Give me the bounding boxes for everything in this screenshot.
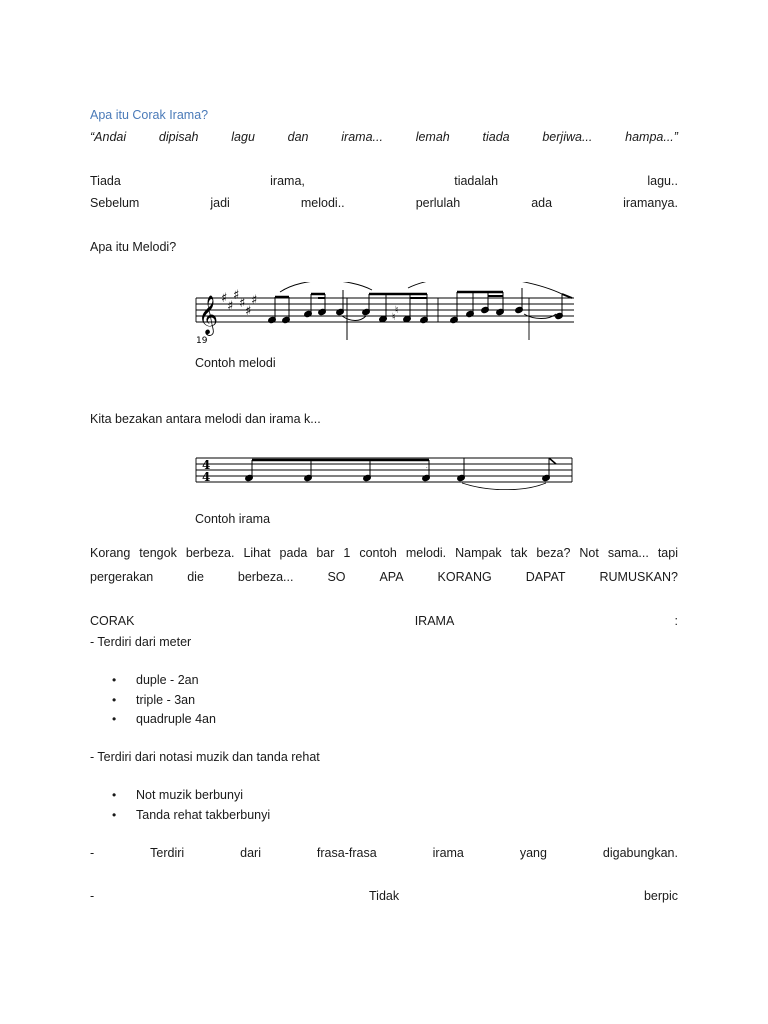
- rhythm-caption: Contoh irama: [195, 512, 271, 526]
- word: perlulah: [415, 196, 461, 210]
- word: Not: [579, 546, 599, 560]
- word: jadi: [210, 196, 230, 210]
- list-item: • Not muzik berbunyi: [90, 786, 270, 806]
- quote-word: berjiwa...: [542, 130, 593, 144]
- heading-corak-irama: Apa itu Corak Irama?: [90, 108, 209, 122]
- word: tiadalah: [454, 174, 499, 188]
- word: sama...: [607, 546, 649, 560]
- word: yang: [519, 846, 547, 860]
- word: Tiada: [90, 174, 121, 188]
- measure-number: 19: [196, 336, 208, 346]
- notasi-list: [90, 786, 270, 825]
- svg-text:♯: ♯: [239, 296, 246, 311]
- word: pergerakan: [90, 570, 154, 584]
- svg-text:♯: ♯: [221, 291, 228, 306]
- word: digabungkan.: [602, 846, 678, 860]
- word: -: [90, 846, 95, 860]
- heading-apa-itu-melodi: Apa itu Melodi?: [90, 240, 177, 254]
- word: contoh: [359, 546, 397, 560]
- word: dari: [240, 846, 261, 860]
- word: melodi..: [300, 196, 345, 210]
- svg-text:4: 4: [202, 470, 211, 484]
- word: Lihat: [243, 546, 271, 560]
- word: CORAK: [90, 614, 135, 628]
- word: DAPAT: [525, 570, 566, 584]
- paragraph-bezakan: Kita bezakan antara melodi dan irama k...: [90, 412, 321, 426]
- word: berbeza.: [185, 546, 235, 560]
- word: Sebelum: [90, 196, 140, 210]
- word: Terdiri: [150, 846, 185, 860]
- word: irama,: [270, 174, 305, 188]
- paragraph-sebelum: [90, 196, 678, 210]
- quote-word: hampa...”: [625, 130, 678, 144]
- quote-word: “Andai: [90, 130, 127, 144]
- word: -: [90, 889, 95, 903]
- word: pada: [279, 546, 308, 560]
- list-item: • quadruple 4an: [90, 710, 216, 730]
- quote-word: irama...: [341, 130, 383, 144]
- word: berbeza...: [237, 570, 294, 584]
- meter-list: [90, 671, 216, 730]
- paragraph-korang-2: [90, 570, 678, 584]
- svg-text:♮: ♮: [395, 305, 399, 316]
- word: tengok: [139, 546, 177, 560]
- paragraph-tiada: [90, 174, 678, 188]
- tidak-line: [90, 889, 678, 903]
- word: iramanya.: [623, 196, 678, 210]
- word: APA: [379, 570, 404, 584]
- word: :: [674, 614, 678, 628]
- corak-irama-heading: [90, 614, 678, 628]
- key-signature-sharps: [221, 288, 257, 319]
- quote-word: lemah: [415, 130, 450, 144]
- svg-text:♯: ♯: [245, 304, 252, 319]
- melody-notes: [268, 288, 572, 324]
- list-item: • triple - 3an: [90, 691, 216, 711]
- svg-text:4: 4: [202, 458, 211, 472]
- quote-word: lagu: [231, 130, 255, 144]
- svg-text:♯: ♯: [251, 293, 258, 308]
- tie: [462, 483, 546, 490]
- word: melodi.: [405, 546, 447, 560]
- word: tak: [510, 546, 528, 560]
- word: frasa-frasa: [316, 846, 377, 860]
- word: SO: [327, 570, 346, 584]
- treble-clef-icon: 𝄞: [198, 295, 219, 335]
- word: lagu..: [647, 174, 678, 188]
- word: irama: [432, 846, 464, 860]
- accidentals: [392, 305, 399, 323]
- word: bar: [316, 546, 335, 560]
- melody-caption: Contoh melodi: [195, 356, 276, 370]
- list-item: • Tanda rehat takberbunyi: [90, 806, 270, 826]
- word: Tidak: [369, 889, 400, 903]
- quote-line: [90, 130, 678, 144]
- word: die: [187, 570, 204, 584]
- word: Nampak: [455, 546, 502, 560]
- svg-text:♯: ♯: [233, 288, 240, 303]
- list-item: • duple - 2an: [90, 671, 216, 691]
- melody-score-image: [194, 282, 578, 346]
- word: 1: [343, 546, 351, 560]
- svg-text:♯: ♯: [227, 299, 234, 314]
- dot: .: [426, 464, 428, 470]
- frasa-line: [90, 846, 678, 860]
- word: Korang: [90, 546, 131, 560]
- quote-word: dipisah: [158, 130, 199, 144]
- word: berpic: [643, 889, 678, 903]
- notasi-line: - Terdiri dari notasi muzik dan tanda rehat: [90, 750, 320, 764]
- svg-text:♮: ♮: [392, 312, 396, 323]
- quote-word: tiada: [482, 130, 510, 144]
- word: RUMUSKAN?: [599, 570, 678, 584]
- word: KORANG: [437, 570, 492, 584]
- word: IRAMA: [414, 614, 455, 628]
- meter-line: - Terdiri dari meter: [90, 635, 192, 649]
- quote-word: dan: [287, 130, 309, 144]
- time-signature: [202, 458, 210, 484]
- word: ada: [531, 196, 553, 210]
- paragraph-korang-1: [90, 546, 678, 560]
- word: tapi: [657, 546, 678, 560]
- word: beza?: [536, 546, 571, 560]
- rhythm-score-image: [194, 452, 574, 490]
